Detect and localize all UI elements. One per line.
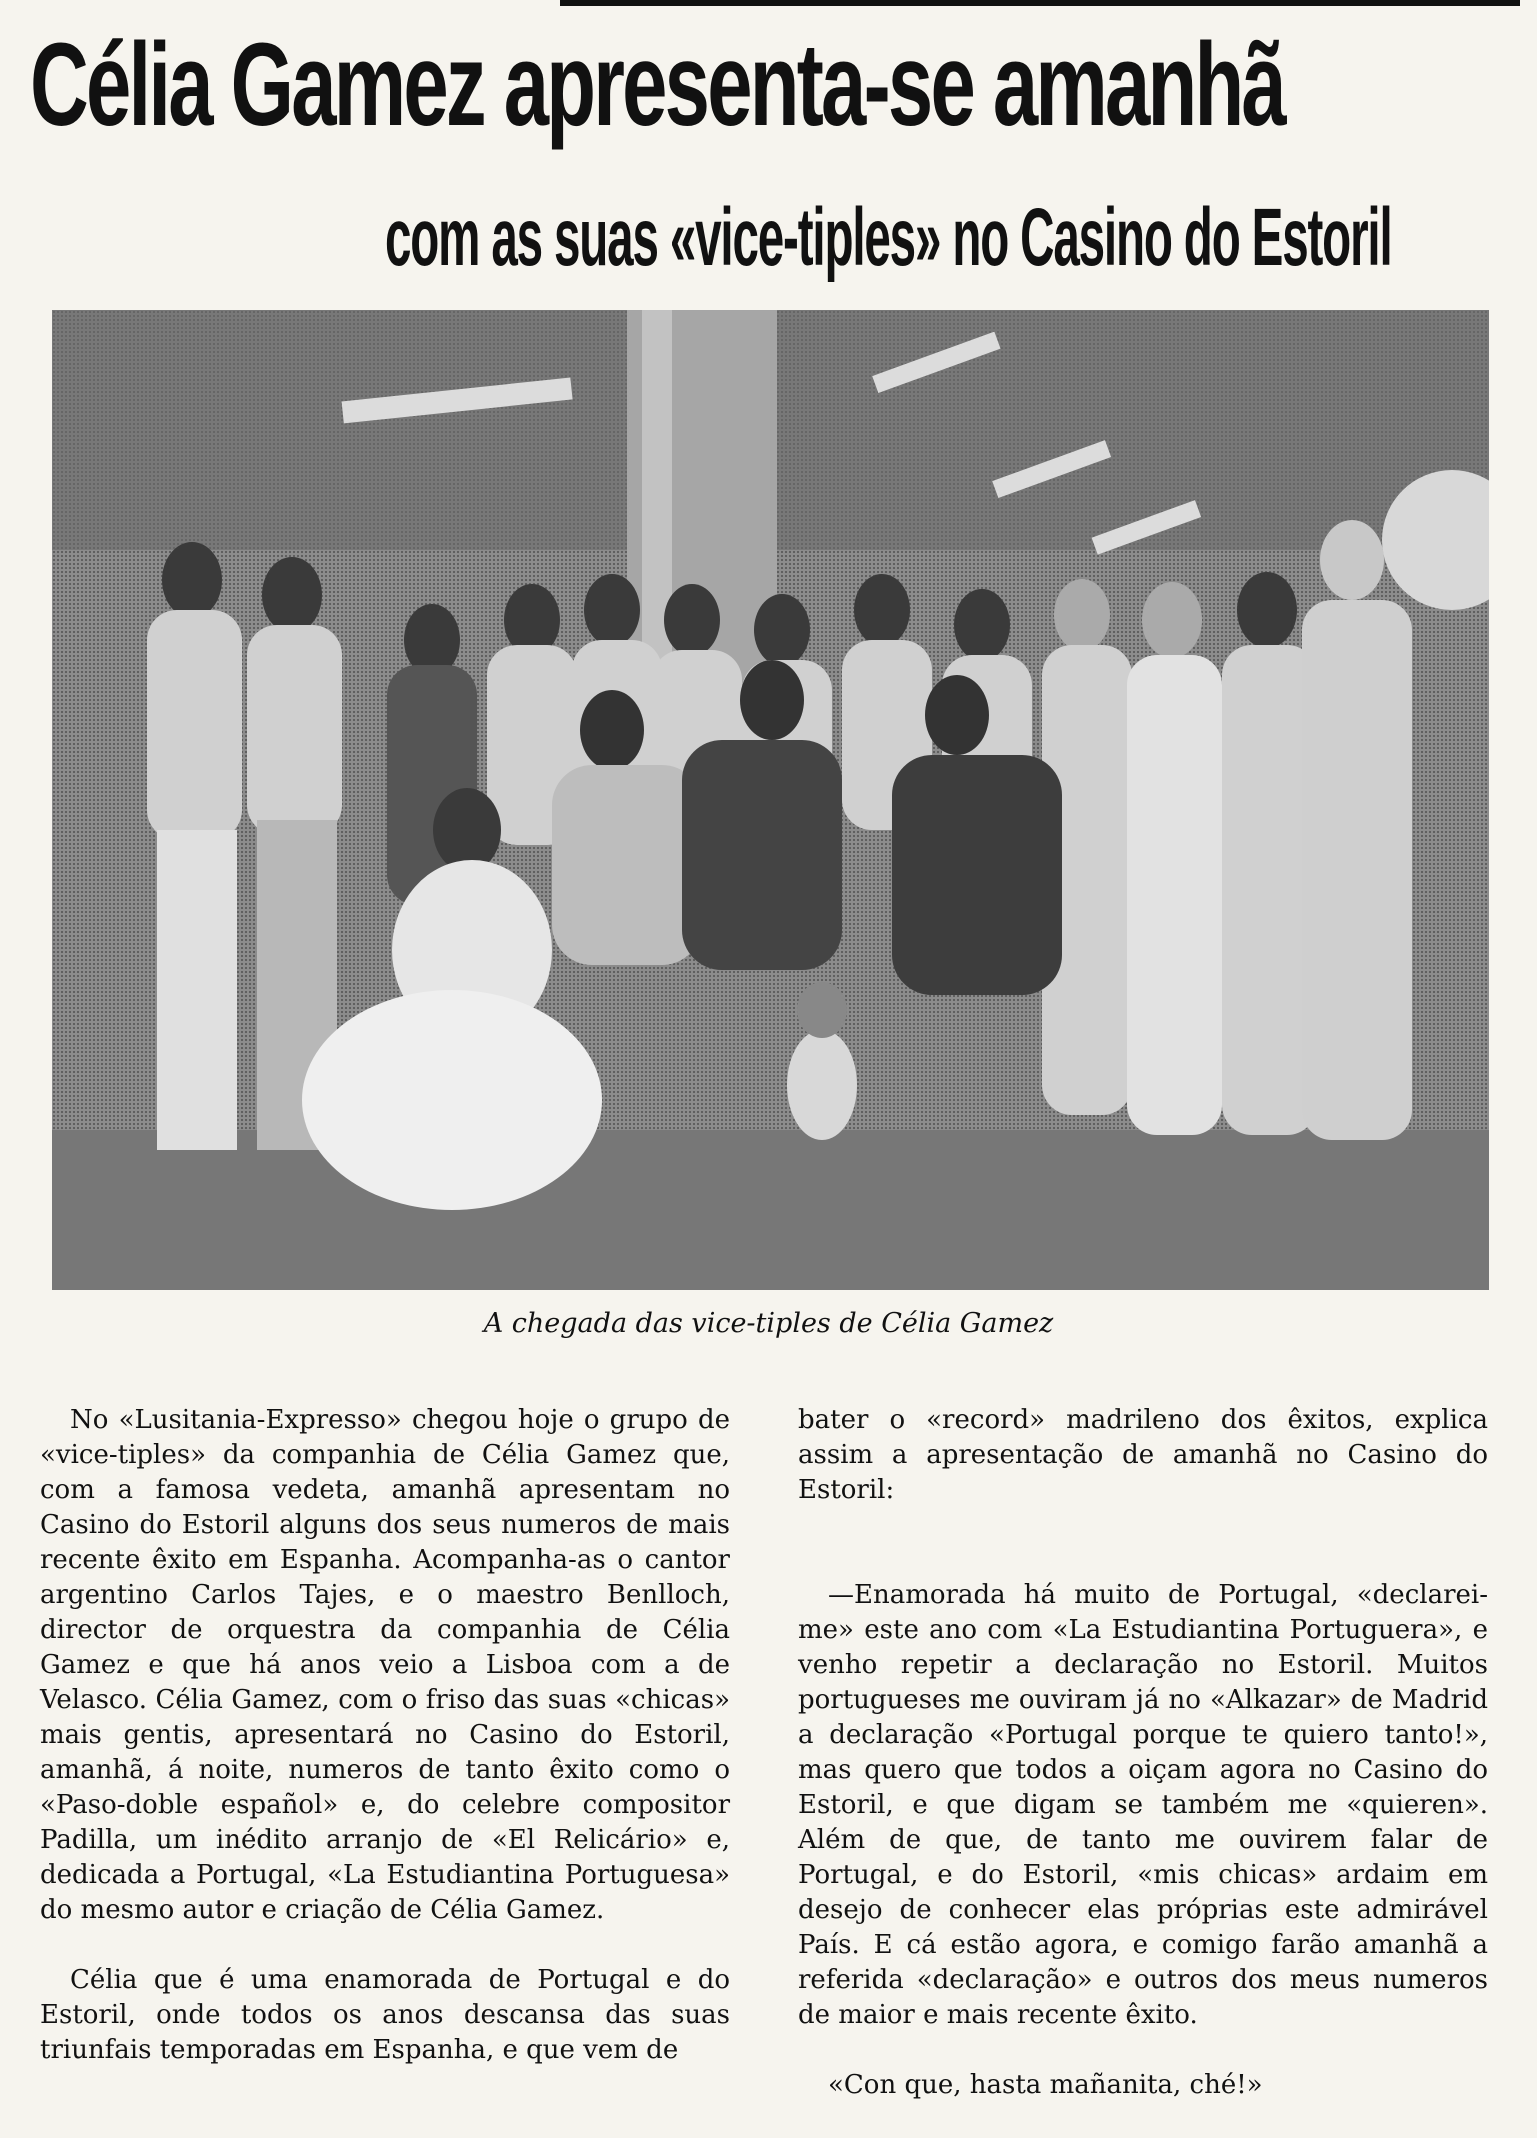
paragraph: —Enamorada há muito de Portugal, «declarei-me» este ano com «La Estudiantina Portuguera», e venho repetir a declaração no Estoril. Muitos portugueses me ouviram já no «Alkazar» de Madrid a declaração «Portugal porque te quiero tanto!», mas quero que todos a oiçam agora no Casino do Estoril, e que digam se também me «quieren». Além de que, de tanto me ouvirem falar de Portugal, e do Estoril, «mis chicas» ardaim em desejo de conhecer elas próprias este admirável País. E cá estão agora, e comigo farão amanhã a referida «declaração» e outros dos meus numeros de maior e mais recente êxito.	[798, 1580, 1488, 2030]
article-column-left	[40, 1368, 730, 2103]
top-rule	[560, 0, 1520, 6]
group-photo	[52, 310, 1489, 1290]
article-column-right	[798, 1368, 1488, 2138]
paragraph: «Con que, hasta mañanita, ché!»	[828, 2070, 1263, 2100]
paragraph: bater o «record» madrileno dos êxitos, explica assim a apresentação de amanhã no Casino do Estoril:	[798, 1405, 1488, 1505]
photo-caption: A chegada das vice-tiples de Célia Gamez	[483, 1308, 1054, 1339]
paragraph: No «Lusitania-Expresso» chegou hoje o grupo de «vice-tiples» da companhia de Célia Gamez que, com a famosa vedeta, amanhã apresentam no Casino do Estoril alguns dos seus numeros de mais recente êxito em Espanha. Acompanha-as o cantor argentino Carlos Tajes, e o maestro Benlloch, director de orquestra da companhia de Célia Gamez e que há anos veio a Lisboa com a de Velasco. Célia Gamez, com o friso das suas «chicas» mais gentis, apresentará no Casino do Estoril, amanhã, á noite, numeros de tanto êxito como o «Paso-doble español» e, do celebre compositor Padilla, um inédito arranjo de «El Relicário» e, dedicada a Portugal, «La Estudiantina Portuguesa» do mesmo autor e criação de Célia Gamez.	[40, 1405, 730, 1925]
subheadline: com as suas «vice-tiples» no Casino do Estoril	[385, 192, 1392, 283]
paragraph: Célia que é uma enamorada de Portugal e do Estoril, onde todos os anos descansa das suas triunfais temporadas em Espanha, e que vem de	[40, 1965, 730, 2065]
headline: Célia Gamez apresenta-se amanhã	[30, 19, 1284, 151]
